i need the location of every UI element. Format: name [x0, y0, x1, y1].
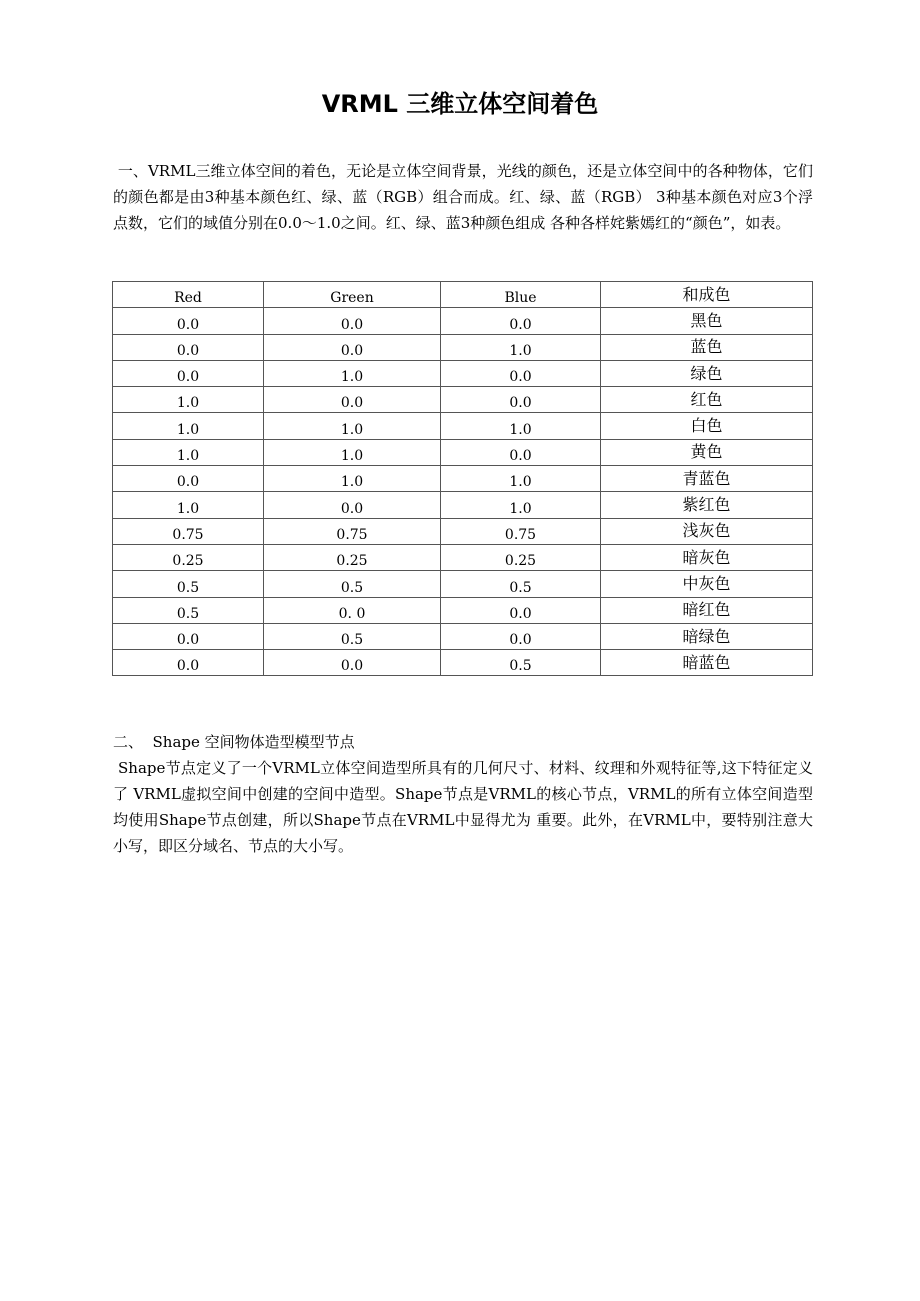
intro-paragraph: 一、VRML三维立体空间的着色，无论是立体空间背景，光线的颜色，还是立体空间中的各种物体，它们的颜色都是由3种基本颜色红、绿、蓝（RGB）组合而成。红、绿、蓝（RGB） 3种基本颜色对应3个浮点数，它们的域值分别在0.0～1.0之间。红、绿、蓝3种颜色组成 各种各样姹紫嫣红的“颜色”，如表。 [113, 162, 813, 232]
cell-blue: 0.25 [441, 544, 601, 570]
cell-blue: 0.5 [441, 650, 601, 676]
cell-blue: 0.0 [441, 623, 601, 649]
cell-color-name: 暗蓝色 [601, 650, 813, 676]
table-row [113, 308, 813, 334]
table-row [113, 466, 813, 492]
cell-green: 0.0 [264, 308, 441, 334]
cell-color-name: 紫红色 [601, 492, 813, 518]
cell-blue: 1.0 [441, 492, 601, 518]
cell-green: 0.0 [264, 387, 441, 413]
cell-green: 0.25 [264, 544, 441, 570]
cell-red: 1.0 [113, 413, 264, 439]
cell-blue: 0.0 [441, 597, 601, 623]
cell-blue: 0.0 [441, 308, 601, 334]
cell-green: 1.0 [264, 439, 441, 465]
table-row [113, 439, 813, 465]
rgb-color-table [112, 281, 813, 676]
cell-color-name: 暗绿色 [601, 623, 813, 649]
cell-red: 0.0 [113, 360, 264, 386]
cell-green: 0.0 [264, 492, 441, 518]
cell-green: 0.75 [264, 518, 441, 544]
cell-red: 0.0 [113, 308, 264, 334]
cell-green: 0.0 [264, 650, 441, 676]
shape-paragraph: Shape节点定义了一个VRML立体空间造型所具有的几何尺寸、材料、纹理和外观特征等,这下特征定义了 VRML虚拟空间中创建的空间中造型。Shape节点是VRML的核心节点，VRML的所有立体空间造型均使用Shape节点创建，所以Shape节点在VRML中显得尤为 重要。此外，在VRML中，要特别注意大小写，即区分域名、节点的大小写。 [113, 759, 813, 855]
cell-red: 0.25 [113, 544, 264, 570]
table-row [113, 597, 813, 623]
cell-green: 1.0 [264, 466, 441, 492]
cell-blue: 0.0 [441, 387, 601, 413]
cell-green: 0.0 [264, 334, 441, 360]
header-red: Red [113, 282, 264, 308]
cell-blue: 0.0 [441, 439, 601, 465]
cell-color-name: 黑色 [601, 308, 813, 334]
cell-color-name: 白色 [601, 413, 813, 439]
cell-red: 1.0 [113, 439, 264, 465]
cell-green: 1.0 [264, 360, 441, 386]
cell-color-name: 浅灰色 [601, 518, 813, 544]
table-row [113, 387, 813, 413]
cell-green: 0.5 [264, 571, 441, 597]
table-row [113, 650, 813, 676]
table-row [113, 360, 813, 386]
cell-color-name: 中灰色 [601, 571, 813, 597]
cell-red: 0.75 [113, 518, 264, 544]
cell-color-name: 青蓝色 [601, 466, 813, 492]
cell-color-name: 蓝色 [601, 334, 813, 360]
table-row [113, 544, 813, 570]
cell-blue: 0.75 [441, 518, 601, 544]
header-result-color: 和成色 [601, 282, 813, 308]
cell-red: 0.0 [113, 466, 264, 492]
table-row [113, 492, 813, 518]
cell-red: 0.0 [113, 650, 264, 676]
cell-color-name: 红色 [601, 387, 813, 413]
cell-blue: 1.0 [441, 413, 601, 439]
table-row [113, 334, 813, 360]
cell-red: 1.0 [113, 492, 264, 518]
header-green: Green [264, 282, 441, 308]
cell-green: 1.0 [264, 413, 441, 439]
cell-red: 0.5 [113, 571, 264, 597]
cell-red: 0.5 [113, 597, 264, 623]
header-blue: Blue [441, 282, 601, 308]
table-header-row [113, 282, 813, 308]
cell-red: 1.0 [113, 387, 264, 413]
cell-blue: 0.5 [441, 571, 601, 597]
cell-color-name: 暗灰色 [601, 544, 813, 570]
cell-green: 0. 0 [264, 597, 441, 623]
cell-color-name: 暗红色 [601, 597, 813, 623]
section-heading: 二、 Shape 空间物体造型模型节点 [113, 733, 355, 751]
table-row [113, 571, 813, 597]
table-row [113, 623, 813, 649]
cell-green: 0.5 [264, 623, 441, 649]
document-title: VRML 三维立体空间着色 [321, 90, 599, 118]
cell-red: 0.0 [113, 623, 264, 649]
table-row [113, 413, 813, 439]
cell-blue: 0.0 [441, 360, 601, 386]
table-row [113, 518, 813, 544]
cell-blue: 1.0 [441, 466, 601, 492]
cell-color-name: 黄色 [601, 439, 813, 465]
cell-blue: 1.0 [441, 334, 601, 360]
cell-color-name: 绿色 [601, 360, 813, 386]
cell-red: 0.0 [113, 334, 264, 360]
